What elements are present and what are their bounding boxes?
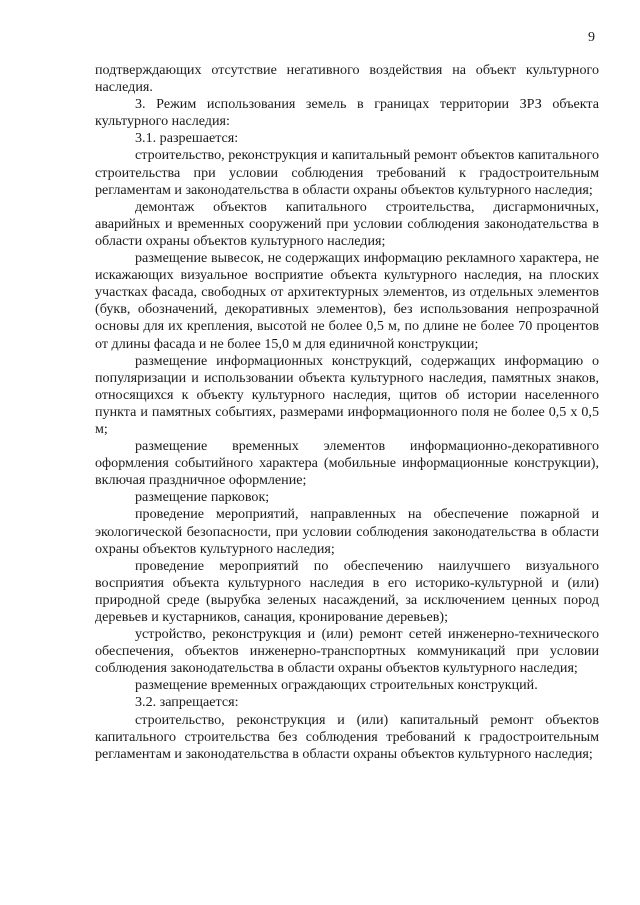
list-item-parking: размещение парковок; bbox=[135, 489, 270, 506]
list-item-signage: размещение вывесок, не содержащих информацию рекламного характера, не искажающих визуальное восприятие объекта культурного наследия, на плоских участках фасада, свободных от архитектурных элементов, из отдельных элементов (букв, обозначений, декоративных элементов), без использования непрозрачной основы для их крепления, высотой не более 0,5 м, по длине не более 70 процентов от длины фасада и не более 15,0 м для единичной конструкции; bbox=[95, 250, 599, 352]
page-number: 9 bbox=[588, 30, 595, 45]
document-body bbox=[95, 62, 599, 763]
section-heading-land-use-regime: 3. Режим использования земель в границах территории ЗРЗ объекта культурного наследия: bbox=[95, 96, 599, 130]
list-item-fire-safety: проведение мероприятий, направленных на обеспечение пожарной и экологической безопасности, при условии соблюдения законодательства в области охраны объектов культурного наследия; bbox=[95, 506, 599, 557]
subsection-heading-prohibited: 3.2. запрещается: bbox=[135, 694, 239, 711]
list-item-construction: строительство, реконструкция и капитальный ремонт объектов капитального строительства при условии соблюдения требований к градостроительным регламентам и законодательства в области охраны объектов культурного наследия; bbox=[95, 147, 599, 198]
paragraph-continuation: подтверждающих отсутствие негативного воздействия на объект культурного наследия. bbox=[95, 62, 599, 96]
subsection-heading-permitted: 3.1. разрешается: bbox=[135, 130, 239, 147]
list-item-prohibited-construction: строительство, реконструкция и (или) капитальный ремонт объектов капитального строительства без соблюдения требований к градостроительным регламентам и законодательства в области охраны объектов культурного наследия; bbox=[95, 711, 599, 762]
list-item-visual-perception: проведение мероприятий по обеспечению наилучшего визуального восприятия объекта культурного наследия в его историко-культурной и (или) природной среде (вырубка зеленых насаждений, за исключением ценных пород деревьев и кустарников, санация, кронирование деревьев); bbox=[95, 557, 599, 625]
list-item-temporary-fencing: размещение временных ограждающих строительных конструкций. bbox=[135, 677, 538, 694]
list-item-information-structures: размещение информационных конструкций, содержащих информацию о популяризации и использовании объекта культурного наследия, памятных знаков, относящихся к объекту культурного наследия, щитов об истории населенного пункта и памятных событиях, размерами информационного поля не более 0,5 х 0,5 м; bbox=[95, 352, 599, 437]
list-item-temporary-decor: размещение временных элементов информационно-декоративного оформления событийного характера (мобильные информационные конструкции), включая праздничное оформление; bbox=[95, 438, 599, 489]
list-item-demolition: демонтаж объектов капитального строительства, дисгармоничных, аварийных и временных сооружений при условии соблюдения законодательства в области охраны объектов культурного наследия; bbox=[95, 198, 599, 249]
list-item-engineering-networks: устройство, реконструкция и (или) ремонт сетей инженерно-технического обеспечения, объектов инженерно-транспортных коммуникаций при условии соблюдения законодательства в области охраны объектов культурного наследия; bbox=[95, 626, 599, 677]
